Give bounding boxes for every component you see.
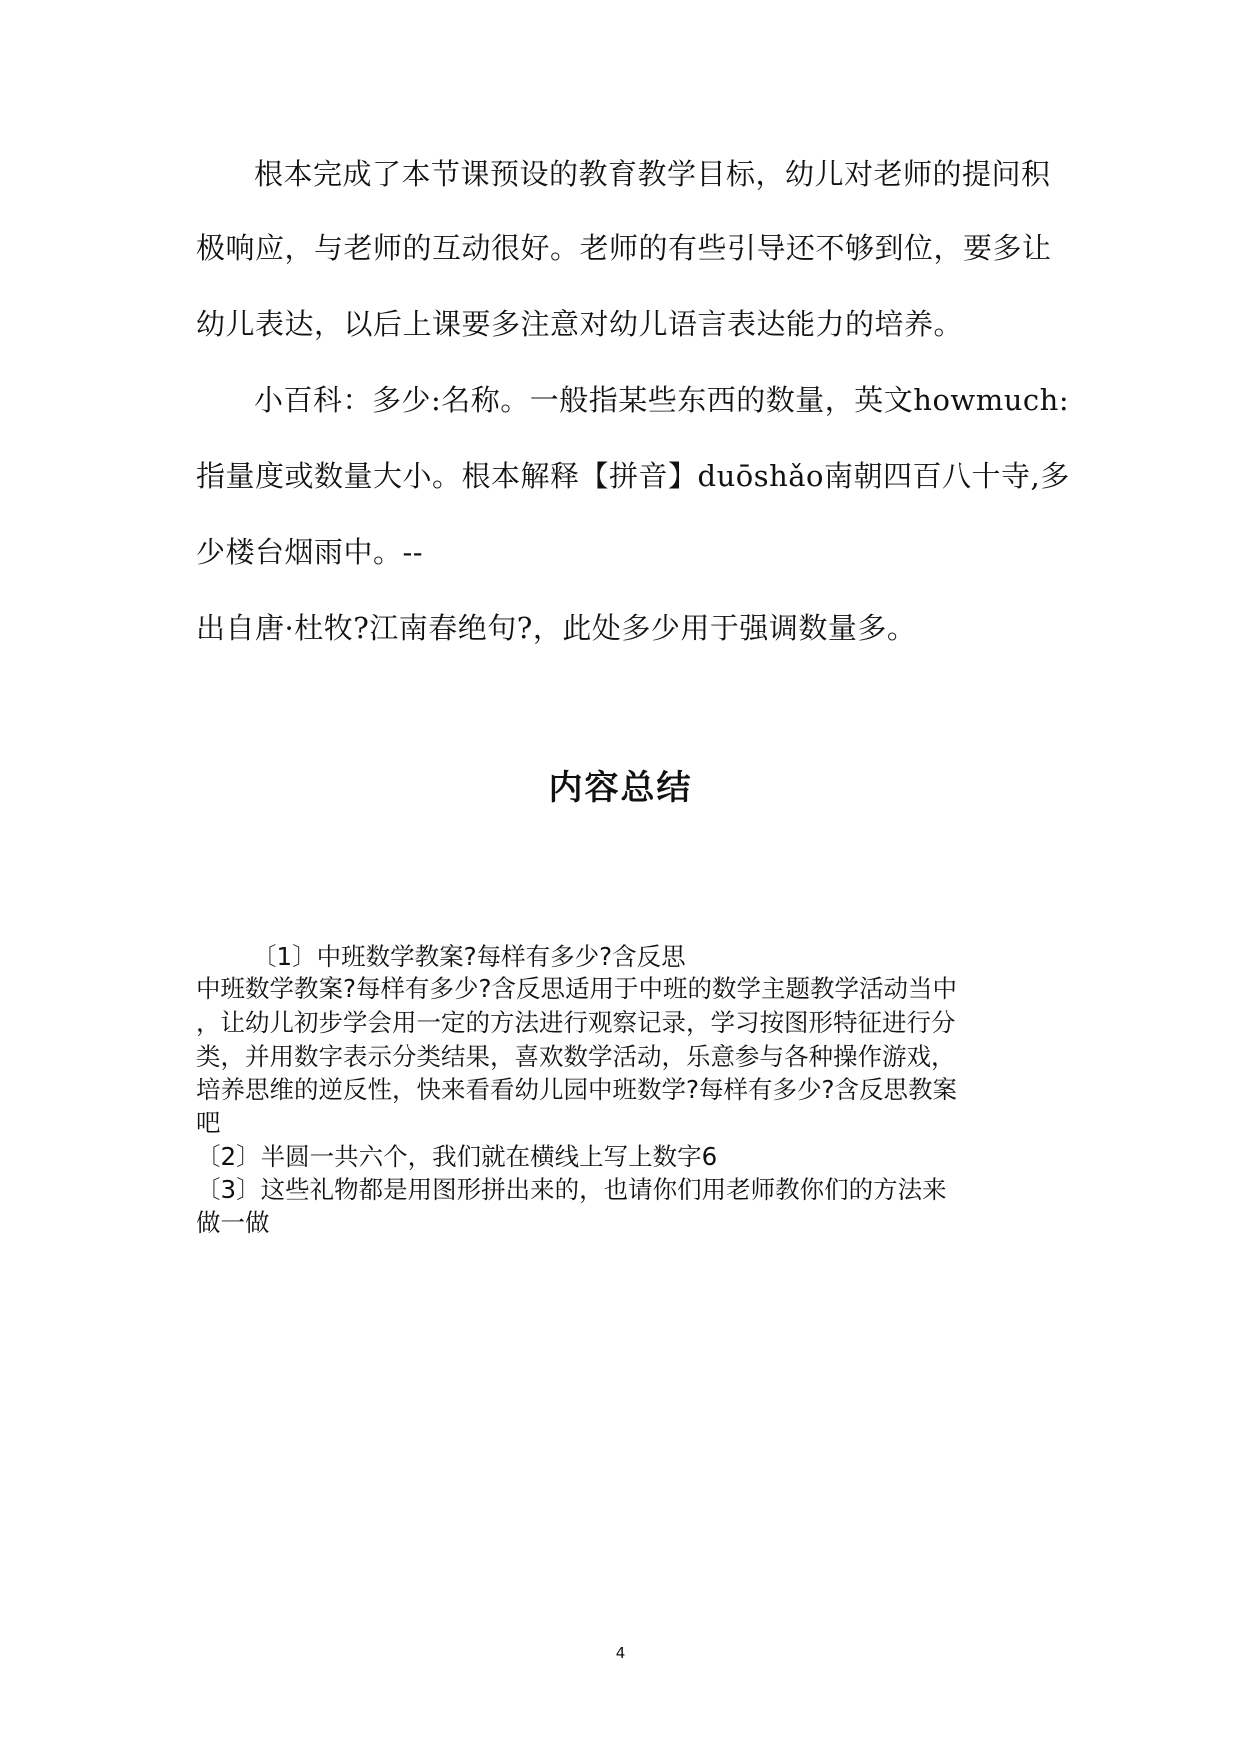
summary-line-8: 〔3〕这些礼物都是用图形拼出来的，也请你们用老师教你们的方法来 — [196, 1175, 947, 1204]
page-number: 4 — [615, 1644, 626, 1662]
summary-line-3: ，让幼儿初步学会用一定的方法进行观察记录，学习按图形特征进行分 — [196, 1008, 956, 1037]
encyclopedia-line-1: 小百科：多少:名称。一般指某些东西的数量，英文howmuch: — [254, 383, 1070, 417]
encyclopedia-line-3: 少楼台烟雨中。-- — [196, 535, 424, 569]
summary-line-1: 〔1〕中班数学教案?每样有多少?含反思 — [252, 942, 686, 971]
reflection-line-3: 幼儿表达，以后上课要多注意对幼儿语言表达能力的培养。 — [196, 307, 964, 341]
reflection-line-2: 极响应，与老师的互动很好。老师的有些引导还不够到位，要多让 — [196, 231, 1052, 265]
summary-title: 内容总结 — [548, 768, 693, 808]
encyclopedia-line-4: 出自唐·杜牧?江南春绝句?，此处多少用于强调数量多。 — [196, 611, 917, 645]
summary-line-9: 做一做 — [196, 1208, 270, 1237]
summary-line-2: 中班数学教案?每样有多少?含反思适用于中班的数学主题教学活动当中 — [196, 974, 958, 1003]
summary-line-5: 培养思维的逆反性，快来看看幼儿园中班数学?每样有多少?含反思教案 — [196, 1075, 958, 1104]
reflection-line-1: 根本完成了本节课预设的教育教学目标，幼儿对老师的提问积 — [254, 157, 1051, 191]
encyclopedia-line-2: 指量度或数量大小。根本解释【拼音】duōshǎo南朝四百八十寺,多 — [196, 459, 1070, 493]
summary-line-7: 〔2〕半圆一共六个，我们就在横线上写上数字6 — [196, 1142, 718, 1171]
summary-line-6: 吧 — [196, 1108, 221, 1137]
summary-line-4: 类，并用数字表示分类结果，喜欢数学活动，乐意参与各种操作游戏， — [196, 1042, 956, 1071]
